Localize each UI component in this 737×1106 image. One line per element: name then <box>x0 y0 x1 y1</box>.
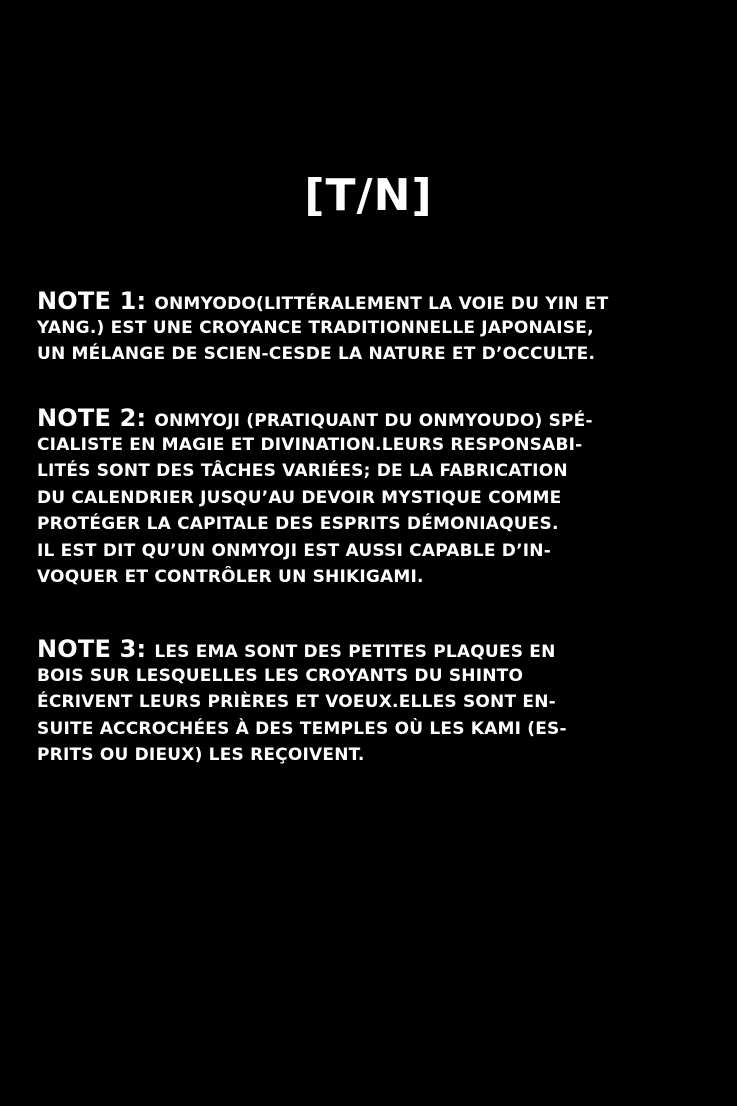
note-line <box>37 636 702 663</box>
note-label: NOTE 3: <box>37 635 147 663</box>
note-line: BOIS SUR LESQUELLES LES CROYANTS DU SHINTO <box>37 665 524 686</box>
note-text: ONMYOJI (PRATIQUANT DU ONMYOUDO) SPÉ- <box>154 411 593 431</box>
note-label: NOTE 2: <box>37 404 147 432</box>
note-1 <box>37 288 702 368</box>
note-line: SUITE ACCROCHÉES À DES TEMPLES OÙ LES KAMI (ES- <box>37 718 567 739</box>
note-line: IL EST DIT QU’UN ONMYOJI EST AUSSI CAPABLE D’IN- <box>37 540 551 561</box>
note-line: LITÉS SONT DES TÂCHES VARIÉES; DE LA FABRICATION <box>37 461 568 481</box>
note-line: YANG.) EST UNE CROYANCE TRADITIONNELLE JAPONAISE, <box>37 317 594 338</box>
note-3 <box>37 636 702 769</box>
note-line: DU CALENDRIER JUSQU’AU DEVOIR MYSTIQUE COMME <box>37 487 562 508</box>
page-title: [T/N] <box>304 170 433 221</box>
note-line: UN MÉLANGE DE SCIEN-CESDE LA NATURE ET D’OCCULTE. <box>37 344 596 364</box>
note-line: PROTÉGER LA CAPITALE DES ESPRITS DÉMONIAQUES. <box>37 514 559 534</box>
note-line: VOQUER ET CONTRÔLER UN SHIKIGAMI. <box>37 567 424 587</box>
note-line: ÉCRIVENT LEURS PRIÈRES ET VOEUX.ELLES SONT EN- <box>37 692 556 712</box>
note-line: PRITS OU DIEUX) LES REÇOIVENT. <box>37 745 365 765</box>
note-text: LES EMA SONT DES PETITES PLAQUES EN <box>154 642 556 662</box>
note-line <box>37 288 702 315</box>
note-label: NOTE 1: <box>37 287 147 315</box>
note-text: ONMYODO(LITTÉRALEMENT LA VOIE DU YIN ET <box>154 294 609 314</box>
note-line: CIALISTE EN MAGIE ET DIVINATION.LEURS RESPONSABI- <box>37 434 583 455</box>
note-line <box>37 405 702 432</box>
note-2 <box>37 405 702 591</box>
